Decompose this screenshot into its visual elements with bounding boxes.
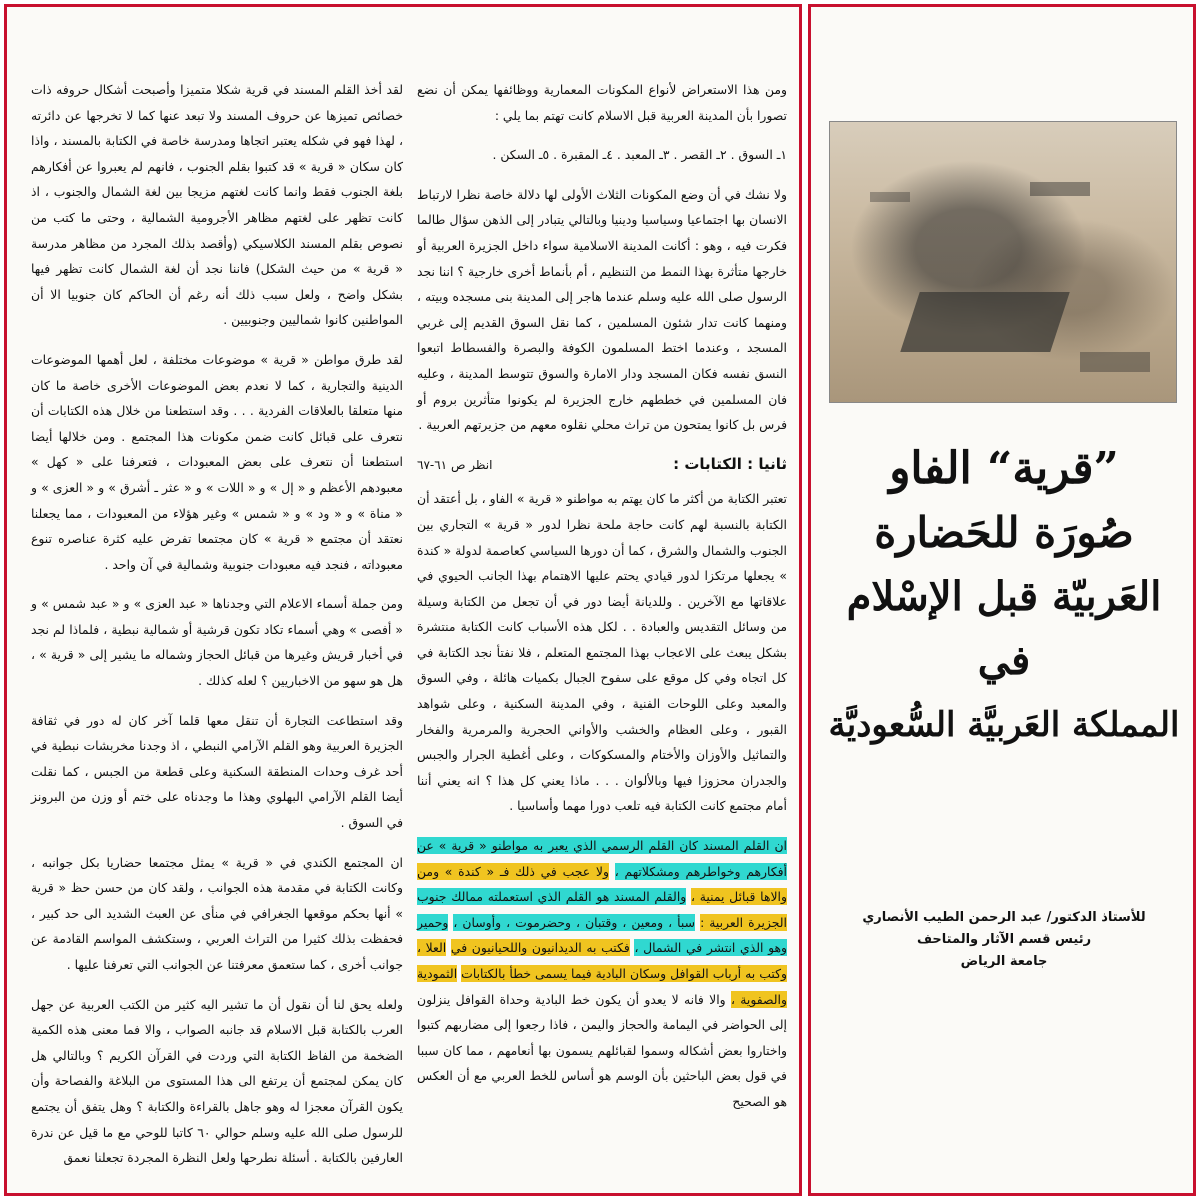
highlighted-text: فكتب به الديدانيون واللحيانيون في xyxy=(450,940,630,956)
highlighted-text: والاها قبائل يمنية ، xyxy=(690,889,787,905)
page-reference: انظر ص ٦١-٦٧ xyxy=(417,457,493,472)
paragraph: ولعله يحق لنا أن نقول أن ما تشير اليه كثير من الكتب العربية عن جهل العرب بالكتابة قبل الاسلام قد جانبه الصواب ، والا فما معنى هذه الكمية الضخمة من الفاظ الكتابة التي وردت في القرآن الكريم ؟ وبالتالي هل كان يمكن لمجتمع أن يرتفع الى هذا المستوى من البلاغة والفصاحة وأن يكون القرآن معجزا له وهو جاهل بالقراءة والكتابة ؟ وهل يتفق أن يجتمع للرسول صلى الله عليه وسلم حوالي ٦٠ كاتبا للوحي مع ما قيل عن ندرة العارفين بالكتابة . أسئلة نطرحها ولعل النظرة المجردة تجعلنا نعمق xyxy=(31,996,403,1166)
paragraph: لقد أخذ القلم المسند في قرية شكلا متميزا وأصبحت أشكال حروفه ذات خصائص تميزها عن حروف المسند ولا تبعد عنها كما لا تخرجها عن دائرته ، لهذا فهو في شكله يعتبر اتجاها ومدرسة خاصة في الكتابة بالمسند ، واذا كان سكان « قرية » قد كتبوا بقلم الجنوب ، فانهم لم يعبروا عن أفكارهم بلغة الجنوب فقط وانما كانت لغتهم مزيجا بين لغة الشمال والجنوب ، اذ كانت تظهر على لغتهم مظاهر الأجرومية الشمالية ، وحتى ما كتب من نصوص بقلم المسند الكلاسيكي (وأقصد بذلك المجرد من مظاهر مدرسة « قرية » من حيث الشكل) فاننا نجد أن لغة الشمال كانت تظهر فيها بشكل واضح ، ولعل سبب ذلك أنه رغم أن الحاكم كان جنوبيا الا أن المواطنين كانوا شماليين وجنوبيين . xyxy=(31,82,403,328)
highlighted-text: الثمودية والصفوية ، xyxy=(417,966,787,1007)
article-column-left xyxy=(31,77,403,1185)
paragraph: ولا نشك في أن وضع المكونات الثلاث الأولى لها دلالة خاصة نظرا لارتباط الانسان بها اجتماعيا وسياسيا ودينيا وبالتالي يتبادر إلى الذهن سؤال طالما فكرت فيه ، وهو : أكانت المدينة الاسلامية سواء داخل الجزيرة العربية أو خارجها متأثرة بهذا النمط من التنظيم ، أم بأنماط أخرى خارجية ؟ اننا نجد الرسول صلى الله عليه وسلم عندما هاجر إلى المدينة بنى مسجده وبيته ، ومنهما كانت تدار شئون المسلمين ، كما نقل السوق القديم إلى غربي المسجد ، وعندما اختط المسلمون الكوفة والبصرة والفسطاط اتبعوا النسق نفسه فكان المسجد ودار الامارة والسوق تتوسط المدينة ، وعليه فان المسلمين في خططهم خارج الجزيرة لم يكونوا متأثرين بروم أو فرس بل كانوا يمتحون من تراث محلي نقلوه معهم من جزيرتهم العربية . xyxy=(417,186,787,433)
title-line: المملكة العَربيَّة السُّعوديَّة xyxy=(828,705,1180,745)
author-block xyxy=(829,907,1179,973)
ruin-structure xyxy=(1080,352,1150,372)
paragraph: لقد طرق مواطن « قرية » موضوعات مختلفة ، لعل أهمها الموضوعات الدينية والتجارية ، كما لا نعدم بعض الموضوعات الأخرى خاصة ما كان منها متعلقا بالعلاقات الفردية . . . وقد استطعنا من خلال هذه الكتابات أن نتعرف على قبائل كانت ضمن مكونات هذا المجتمع . ومن خلالها أيضا استطعنا أن نتعرف على بعض المعبودات ، فتعرفنا على « كهل » معبودهم الأعظم و « إل » و « اللات » و « عثر ـ أشرق » و « العزى » و « مناة » و « ود » و « شمس » وغير هؤلاء من المعبودات ، مما يجعلنا نعتقد أن مجتمع « قرية » كان مجتمعا تفرض عليه كثرة عناصره تنوع معبوداته ، فنجد فيه معبودات جنوبية وشمالية في آن واحد . xyxy=(31,351,403,572)
title-line: ”قرية“ الفاو xyxy=(889,443,1119,494)
section-heading-title: ثانيا : الكتابات : xyxy=(673,454,787,473)
paragraph: ومن جملة أسماء الاعلام التي وجدناها « عبد العزى » و « عبد شمس » و « أفصى » وهي أسماء تكاد تكون قرشية أو شمالية نبطية ، فلماذا لم نجد في أخبار قريش وغيرها من قبائل الحجاز وشماله ما يشير إلى « قرية » ، هل هو سهو من الاخباريين ؟ لعله كذلك . xyxy=(31,596,403,689)
highlighted-text: وحمير وهو الذي انتشر في الشمال ، xyxy=(417,914,787,956)
title-line: العَربيّة قبل الإسْلام xyxy=(846,573,1162,620)
paragraph: تعتبر الكتابة من أكثر ما كان يهتم به مواطنو « قرية » الفاو ، بل أعتقد أن الكتابة بالنسبة لهم كانت حاجة ملحة نظرا لدور « قرية » التجاري بين الجنوب والشمال والشرق ، كما أن دورها السياسي كعاصمة لدولة « كندة » يجعلها مرتكزا لدور قيادي يحتم عليها الاهتمام بهذا الجانب الحيوي في علاقاتها مع الآخرين . وللديانة أيضا دور في أن تجعل من الكتابة وسيلة من وسائل التقديس والعبادة . . لكل هذه الأسباب كانت الكتابة منتشرة بشكل يبعث على الاعجاب بهذا المجتمع المتعلم ، فلا نفتأ نجد الكتابة في كل اتجاه وفي كل موقع على سفوح الجبال بكميات هائلة ، وفي السوق والمعبد وعلى اللوحات الفنية ، وفي المدينة السكنية ، وعلى شواهد القبور ، وعلى العظام والخشب والأواني الحجرية والمرمرية والفخار والتماثيل والأوزان والأختام والمسكوكات ، وعلى أغطية الجرار والجبس والجدران محزوزا فيها وبالألوان . . . ماذا يعني كل هذا ؟ انه يعني أننا أمام مجتمع كانت الكتابة فيه تلعب دورا مهما وأساسيا . xyxy=(417,491,787,814)
highlighted-text: أفكارهم وخواطرهم ومشكلاتهم ، xyxy=(614,863,787,879)
paragraph-continuation: والا فانه لا يعدو أن يكون خط البادية وحداة القوافل ينزلون إلى الحواضر في اليمامة والحجاز واليمن ، فاذا رجعوا إلى مضاربهم كتبوا واختاروا بعض أشكاله وسموا لقبائلهم يسمون بها أنعامهم ، مما كان سببا في قول بعض الباحثين بأن الوسم هو أساس للخط العربي مع أن العكس هو الصحيح xyxy=(417,991,787,1109)
ruin-structure xyxy=(1030,182,1090,196)
highlighted-text: سبأ ، ومعين ، وقتبان ، وحضرموت ، وأوسان ، xyxy=(453,914,696,930)
cover-title xyxy=(821,437,1187,757)
author-position: رئيس قسم الآثار والمتاحف xyxy=(916,932,1092,947)
paragraph: ان المجتمع الكندي في « قرية » يمثل مجتمعا حضاريا بكل جوانبه ، وكانت الكتابة في مقدمة هذه الجوانب ، ولقد كان من حسن حظ « قرية » أنها بحكم موقعها الجغرافي في منأى عن العبث الشديد الى حد كبير ، فحفظت بذلك كثيرا من التراث العربي ، وستكشف المواسم القادمة عن جوانب أخرى ، كما ستعمق معرفتنا عن الجوانب التي تعرفنا عليها . xyxy=(31,854,403,972)
intro-paragraph: ومن هذا الاستعراض لأنواع المكونات المعمارية ووظائفها يمكن أن نضع تصورا بأن المدينة العربية قبل الاسلام كانت تهتم بما يلي : xyxy=(417,82,787,123)
ruin-structure xyxy=(900,292,1069,352)
author-name: للأستاذ الدكتور/ عبد الرحمن الطيب الأنصاري xyxy=(862,910,1146,925)
title-line: صُورَة للحَضارة xyxy=(874,508,1134,557)
highlighted-text: العلا ، xyxy=(417,940,447,956)
excavation-photo xyxy=(829,121,1177,403)
highlighted-text: الجزيرة العربية : xyxy=(700,914,787,930)
highlighted-text: والقلم المسند هو القلم الذي استعملته ممالك جنوب xyxy=(417,889,687,905)
components-list: ١ـ السوق . ٢ـ القصر . ٣ـ المعبد . ٤ـ المقبرة . ٥ـ السكن . xyxy=(492,147,787,163)
paragraph: وقد استطاعت التجارة أن تنقل معها قلما آخر كان له دور في ثقافة الجزيرة العربية وهو القلم الآرامي النبطي ، اذ وجدنا مخربشات نبطية في أحد غرف وحدات المنطقة السكنية وعلى قطعة من الجبس ، كما نقلت أيضا القلم الآرامي البهلوي وهذا ما وجدناه على ختم أو وزن من البرونز في السوق . xyxy=(31,712,403,831)
highlighted-text: ولا عجب في ذلك فـ « كندة » ومن xyxy=(417,863,609,879)
highlighted-text: وكتب به أرباب القوافل وسكان البادية فيما يسمى خطأ بالكتابات xyxy=(461,966,787,981)
cover-page xyxy=(808,4,1196,1196)
article-column-right xyxy=(417,77,787,1129)
highlighted-text: ان القلم المسند كان القلم الرسمي الذي يعبر به مواطنو « قرية » عن xyxy=(417,838,787,854)
highlighted-paragraph xyxy=(417,833,787,1115)
ruin-structure xyxy=(870,192,910,202)
author-institution: جامعة الرياض xyxy=(960,954,1048,969)
article-page xyxy=(4,4,802,1196)
title-line: في xyxy=(977,637,1031,684)
section-heading xyxy=(417,452,787,479)
